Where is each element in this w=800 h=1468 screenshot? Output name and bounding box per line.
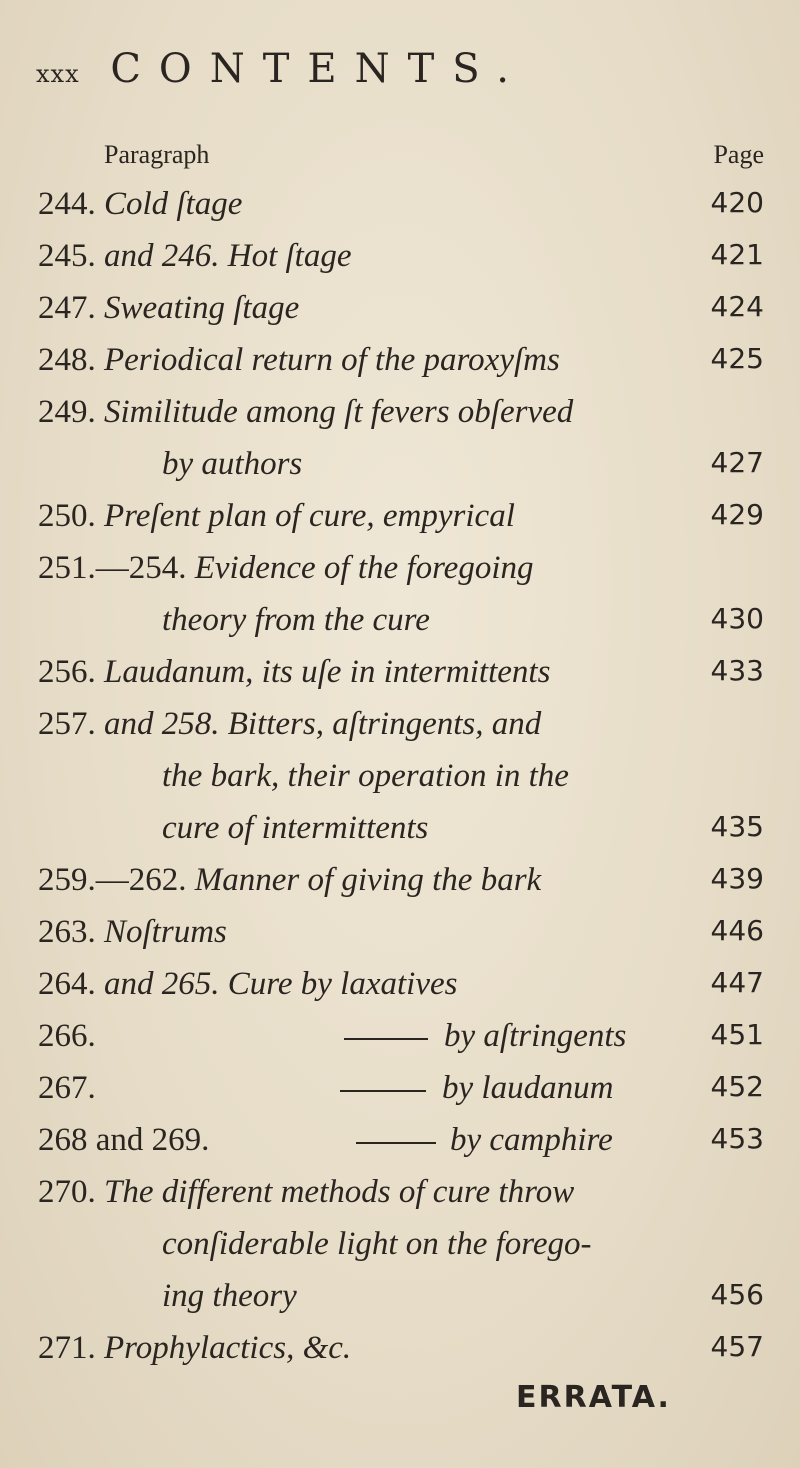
toc-entry (38, 966, 764, 1003)
entry-text: Cold ſtage (104, 186, 243, 222)
paragraph-number: 251.—254. (38, 550, 187, 586)
toc-entry (38, 862, 764, 899)
paragraph-number: 259.—262. (38, 862, 187, 898)
column-heading-page: Page (713, 140, 764, 169)
entry-text: Prophylactics, &c. (104, 1330, 352, 1366)
toc-entry (38, 654, 764, 691)
paragraph-number: 247. (38, 290, 96, 326)
paragraph-number: 256. (38, 654, 96, 690)
entry-text: Periodical return of the paroxyſms (104, 342, 560, 378)
page-ref: 420 (710, 186, 764, 219)
toc-entry-continuation (162, 446, 764, 483)
entry-text: by camphire (450, 1122, 613, 1158)
entry-text-continued: by authors (162, 446, 303, 482)
toc-entry (38, 550, 764, 587)
page-ref: 457 (710, 1330, 764, 1363)
paragraph-number: 257. (38, 706, 96, 742)
entry-text-continued: ing theory (162, 1278, 297, 1314)
toc-entry (38, 1070, 764, 1107)
column-heading-paragraph: Paragraph (104, 140, 210, 169)
toc-entry (38, 706, 764, 743)
page-ref: 447 (710, 966, 764, 999)
paragraph-number: 244. (38, 186, 96, 222)
toc-entry (38, 342, 764, 379)
paragraph-number: 245. (38, 238, 96, 274)
paragraph-number: 249. (38, 394, 96, 430)
ditto-dash (340, 1090, 426, 1092)
entry-text: and 246. Hot ſtage (104, 238, 352, 274)
page-number: xxx (36, 60, 80, 88)
toc-entry (38, 186, 764, 223)
toc-entry (38, 1018, 764, 1055)
entry-text: by laudanum (442, 1070, 614, 1106)
toc-entry (38, 1174, 764, 1211)
page-title: CONTENTS. (110, 46, 527, 92)
toc-entry (38, 238, 764, 275)
entry-text: Evidence of the foregoing (194, 550, 534, 586)
page-ref: 433 (710, 654, 764, 687)
toc-entry-continuation (162, 602, 764, 639)
page-ref: 456 (710, 1278, 764, 1311)
entry-text-continued: conſiderable light on the forego- (162, 1226, 592, 1262)
running-header (36, 46, 776, 92)
entry-text-continued: cure of intermittents (162, 810, 429, 846)
toc-entry (38, 394, 764, 431)
ditto-dash (356, 1142, 436, 1144)
paragraph-number: 268 and 269. (38, 1122, 210, 1158)
page-ref: 439 (710, 862, 764, 895)
page-ref: 425 (710, 342, 764, 375)
page-ref: 421 (710, 238, 764, 271)
page-ref: 451 (710, 1018, 764, 1051)
ditto-dash (344, 1038, 428, 1040)
entry-text-continued: the bark, their operation in the (162, 758, 569, 794)
page-ref: 429 (710, 498, 764, 531)
entry-text: Preſent plan of cure, empyrical (104, 498, 515, 534)
toc-entry (38, 914, 764, 951)
toc-entry (38, 498, 764, 535)
toc-entry (38, 290, 764, 327)
entry-text: and 265. Cure by laxatives (104, 966, 458, 1002)
page-ref: 424 (710, 290, 764, 323)
entry-text: Manner of giving the bark (194, 862, 542, 898)
entry-text: Similitude among ſt fevers obſerved (104, 394, 574, 430)
page-ref: 430 (710, 602, 764, 635)
paragraph-number: 248. (38, 342, 96, 378)
entry-text-continued: theory from the cure (162, 602, 430, 638)
page-ref: 453 (710, 1122, 764, 1155)
catchword-errata: ERRATA. (516, 1380, 671, 1415)
paragraph-number: 267. (38, 1070, 96, 1106)
entry-text: Laudanum, its uſe in intermittents (104, 654, 551, 690)
toc-entry-continuation (162, 1226, 764, 1263)
page-ref: 427 (710, 446, 764, 479)
paragraph-number: 264. (38, 966, 96, 1002)
entry-text: Noſtrums (104, 914, 227, 950)
entry-text: Sweating ſtage (104, 290, 300, 326)
toc-entry (38, 1330, 764, 1367)
paragraph-number: 266. (38, 1018, 96, 1054)
page-ref: 452 (710, 1070, 764, 1103)
paragraph-number: 270. (38, 1174, 96, 1210)
paragraph-number: 271. (38, 1330, 96, 1366)
page-ref: 435 (710, 810, 764, 843)
page-ref: 446 (710, 914, 764, 947)
entry-text: The different methods of cure throw (104, 1174, 575, 1210)
paragraph-number: 263. (38, 914, 96, 950)
paragraph-number: 250. (38, 498, 96, 534)
entry-text: and 258. Bitters, aſtringents, and (104, 706, 542, 742)
toc-entry-continuation (162, 758, 764, 795)
toc-entry-continuation (162, 810, 764, 847)
toc-entry-continuation (162, 1278, 764, 1315)
entry-text: by aſtringents (444, 1018, 627, 1054)
toc-entry (38, 1122, 764, 1159)
